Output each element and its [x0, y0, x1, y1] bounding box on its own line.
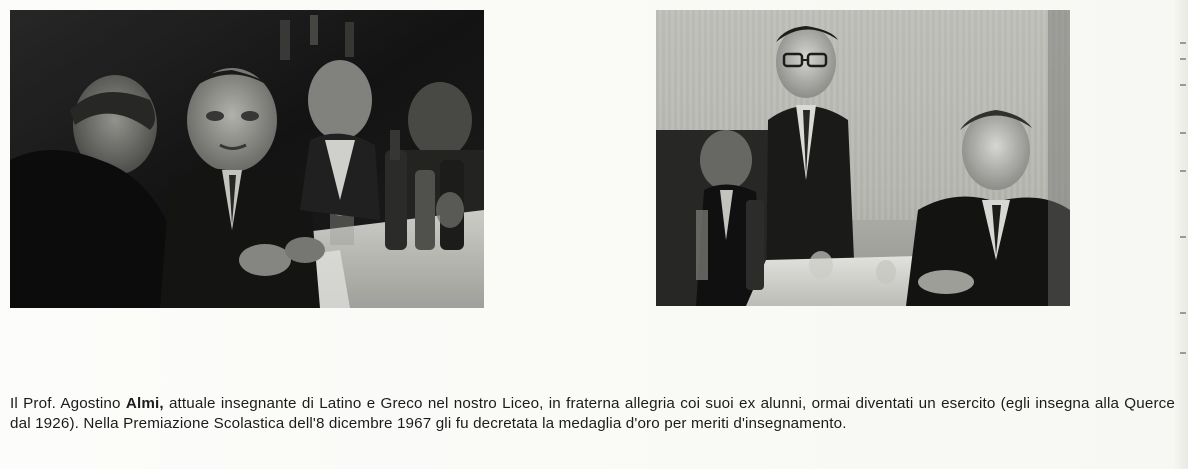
speaker-standing-photo-icon — [656, 10, 1070, 306]
caption-name: Almi, — [125, 395, 164, 412]
facing-page-edge — [1174, 0, 1188, 469]
dinner-photo-left — [10, 10, 484, 308]
dinner-table-photo-icon — [10, 10, 484, 308]
edge-mark — [1180, 42, 1186, 44]
photo-caption — [10, 394, 1175, 434]
caption-text: attuale insegnante di Latino e Greco nel nostro Liceo, in fraterna allegria coi suoi ex alunni, ormai diventati un esercito (egli insegna alla Querce dal 1926). Nella Premiazione Scolastica dell'8 dicembre 1967 gli fu decretata la medaglia d'oro per meriti d'insegnamento. — [10, 395, 1175, 432]
speaker-photo-right — [656, 10, 1070, 306]
edge-mark — [1180, 132, 1186, 134]
edge-mark — [1180, 236, 1186, 238]
edge-mark — [1180, 84, 1186, 86]
edge-mark — [1180, 312, 1186, 314]
caption-intro: Il Prof. Agostino — [10, 395, 126, 412]
edge-mark — [1180, 58, 1186, 60]
edge-mark — [1180, 352, 1186, 354]
edge-mark — [1180, 170, 1186, 172]
